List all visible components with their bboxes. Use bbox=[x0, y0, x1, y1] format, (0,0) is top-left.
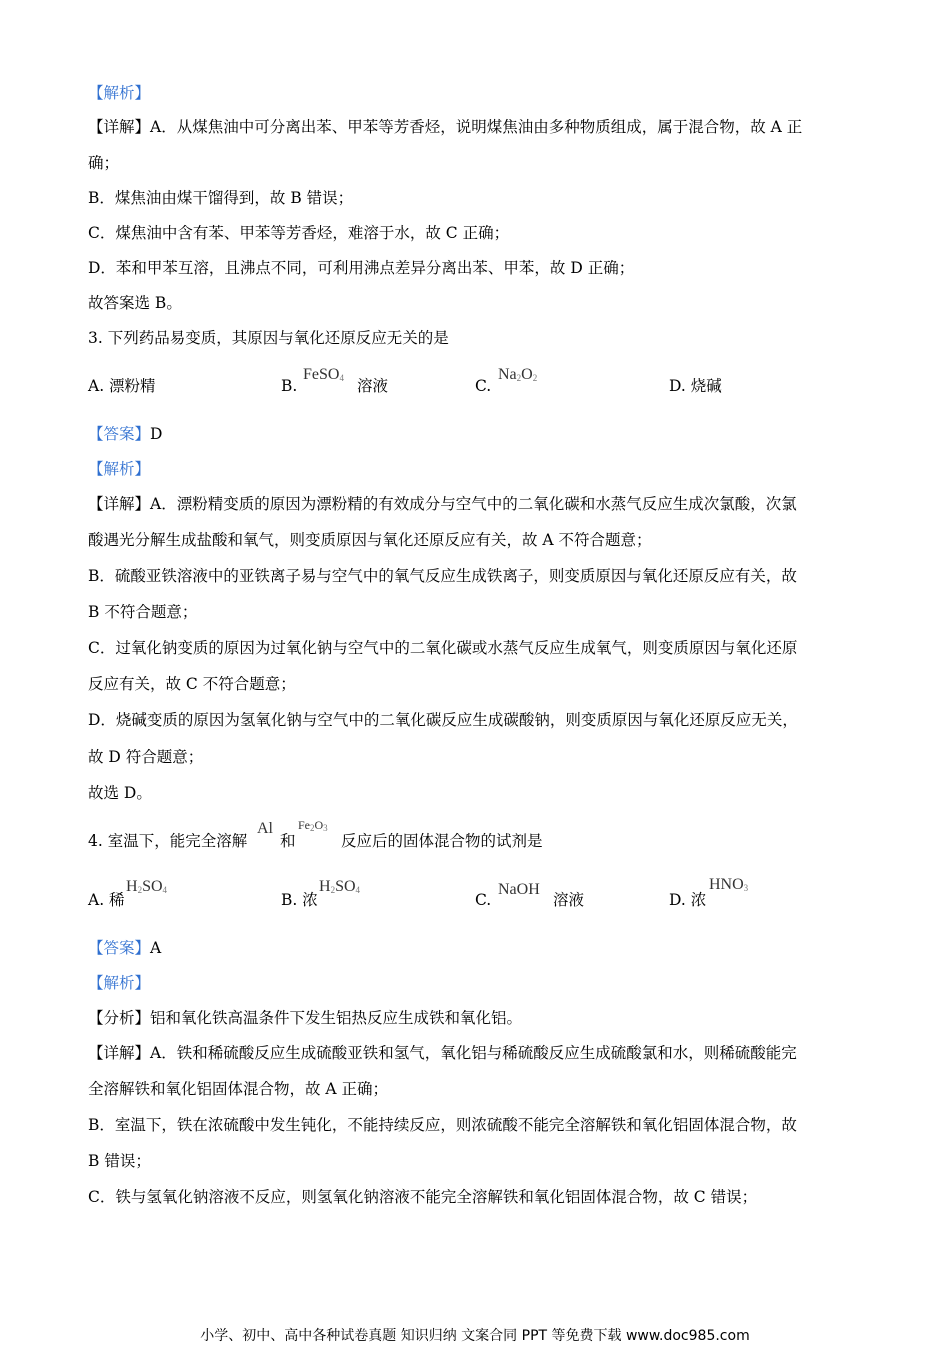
q3-option-c-formula bbox=[498, 366, 537, 387]
formula: SO bbox=[335, 878, 356, 895]
formula: Na bbox=[498, 366, 517, 383]
q4-option-d-formula bbox=[709, 876, 748, 897]
conclusion-q2: 故答案选 B。 bbox=[88, 294, 182, 312]
conclusion-q3: 故选 D。 bbox=[88, 784, 152, 802]
xiangjie-line-q3-1 bbox=[88, 494, 868, 514]
fenxi-line-q4 bbox=[88, 1008, 868, 1028]
jiexi-heading-q4: 【解析】 bbox=[88, 974, 151, 992]
xiangjie-line-q3-3: B．硫酸亚铁溶液中的亚铁离子易与空气中的氧气反应生成铁离子，则变质原因与氧化还原反应有关，故 bbox=[88, 567, 797, 585]
q4-option-d-label: D. 浓 bbox=[669, 891, 707, 909]
xiangjie-line-q3-5: C．过氧化钠变质的原因为过氧化钠与空气中的二氧化碳或水蒸气反应生成氧气，则变质原因与氧化还原 bbox=[88, 639, 798, 657]
q3-option-b-suffix: 溶液 bbox=[357, 377, 389, 395]
question-3-stem: 3. 下列药品易变质，其原因与氧化还原反应无关的是 bbox=[88, 329, 449, 347]
q4-option-c-label: C. bbox=[475, 891, 492, 909]
q4-option-c-formula: NaOH bbox=[498, 881, 540, 898]
subscript: 4 bbox=[355, 885, 361, 895]
subscript: 2 bbox=[532, 373, 538, 383]
answer-q4 bbox=[88, 938, 868, 958]
formula: H bbox=[126, 878, 138, 895]
q3-option-c-label: C. bbox=[475, 377, 492, 395]
text: 铝和氧化铁高温条件下发生铝热反应生成铁和氧化铝。 bbox=[150, 1009, 523, 1027]
xiangjie-line-q4-1 bbox=[88, 1043, 868, 1063]
q4-stem-fe2o3 bbox=[298, 816, 328, 837]
xiangjie-line-q2-3: B．煤焦油由煤干馏得到，故 B 错误； bbox=[88, 189, 354, 207]
xiangjie-line-q2-5: D．苯和甲苯互溶，且沸点不同，可利用沸点差异分离出苯、甲苯，故 D 正确； bbox=[88, 259, 635, 277]
formula: O bbox=[314, 818, 324, 832]
answer-tag: 【答案】 bbox=[88, 425, 151, 443]
subscript: 2 bbox=[137, 885, 143, 895]
q4-option-b-formula bbox=[319, 878, 360, 899]
q3-option-b-label: B. bbox=[281, 377, 298, 395]
text: A．漂粉精变质的原因为漂粉精的有效成分与空气中的二氧化碳和水蒸气反应生成次氯酸，次氯 bbox=[150, 495, 797, 513]
q3-option-a: A. 漂粉精 bbox=[88, 377, 156, 395]
q4-option-a-label: A. 稀 bbox=[88, 891, 125, 909]
xiangjie-line-q3-4: B 不符合题意； bbox=[88, 603, 198, 621]
subscript: 4 bbox=[339, 373, 344, 383]
xiangjie-tag: 【详解】 bbox=[88, 118, 151, 136]
subscript: 2 bbox=[310, 823, 315, 833]
jiexi-heading-q3: 【解析】 bbox=[88, 460, 151, 478]
q4-stem-al: Al bbox=[257, 820, 273, 837]
xiangjie-line-q2-2: 确； bbox=[88, 154, 120, 172]
formula: SO bbox=[142, 878, 163, 895]
xiangjie-line-q4-2: 全溶解铁和氧化铝固体混合物，故 A 正确； bbox=[88, 1080, 389, 1098]
xiangjie-tag: 【详解】 bbox=[88, 495, 151, 513]
xiangjie-line-q3-8: 故 D 符合题意； bbox=[88, 748, 204, 766]
text: A．从煤焦油中可分离出苯、甲苯等芳香烃，说明煤焦油由多种物质组成，属于混合物，故 A 正 bbox=[150, 118, 803, 136]
question-4-stem-part1: 4. 室温下，能完全溶解 bbox=[88, 832, 248, 850]
subscript: 4 bbox=[162, 885, 168, 895]
xiangjie-tag: 【详解】 bbox=[88, 1044, 151, 1062]
answer-q3 bbox=[88, 424, 868, 444]
xiangjie-line-q2-4: C．煤焦油中含有苯、甲苯等芳香烃，难溶于水，故 C 正确； bbox=[88, 224, 510, 242]
answer-value: D bbox=[150, 425, 163, 443]
xiangjie-line-q2-1 bbox=[88, 117, 868, 137]
xiangjie-line-q4-3: B．室温下，铁在浓硫酸中发生钝化，不能持续反应，则浓硫酸不能完全溶解铁和氧化铝固体混合物，故 bbox=[88, 1116, 797, 1134]
formula: O bbox=[521, 366, 533, 383]
q4-option-a-formula bbox=[126, 878, 167, 899]
subscript: 3 bbox=[743, 883, 749, 893]
xiangjie-line-q3-6: 反应有关，故 C 不符合题意； bbox=[88, 675, 296, 693]
formula: H bbox=[319, 878, 331, 895]
q4-option-b-label: B. 浓 bbox=[281, 891, 318, 909]
q3-option-b-formula bbox=[303, 366, 344, 387]
subscript: 2 bbox=[516, 373, 522, 383]
q3-option-d: D. 烧碱 bbox=[669, 377, 722, 395]
formula: HNO bbox=[709, 876, 744, 893]
formula: FeSO bbox=[303, 366, 340, 383]
jiexi-heading-q2: 【解析】 bbox=[88, 84, 151, 102]
text: A．铁和稀硫酸反应生成硫酸亚铁和氢气，氧化铝与稀硫酸反应生成硫酸氯和水，则稀硫酸能完 bbox=[150, 1044, 797, 1062]
xiangjie-line-q3-2: 酸遇光分解生成盐酸和氧气，则变质原因与氧化还原反应有关，故 A 不符合题意； bbox=[88, 531, 652, 549]
q4-option-c-suffix: 溶液 bbox=[553, 891, 585, 909]
answer-tag: 【答案】 bbox=[88, 939, 151, 957]
question-4-stem-part2: 反应后的固体混合物的试剂是 bbox=[341, 832, 543, 850]
fenxi-tag: 【分析】 bbox=[88, 1009, 151, 1027]
subscript: 3 bbox=[323, 823, 328, 833]
formula: Fe bbox=[298, 818, 310, 832]
xiangjie-line-q4-4: B 错误； bbox=[88, 1152, 151, 1170]
xiangjie-line-q4-5: C．铁与氢氧化钠溶液不反应，则氢氧化钠溶液不能完全溶解铁和氧化铝固体混合物，故 C 错误； bbox=[88, 1188, 758, 1206]
answer-value: A bbox=[150, 939, 162, 957]
subscript: 2 bbox=[330, 885, 336, 895]
q4-stem-he: 和 bbox=[280, 832, 296, 850]
xiangjie-line-q3-7: D．烧碱变质的原因为氢氧化钠与空气中的二氧化碳反应生成碳酸钠，则变质原因与氧化还原反应无关， bbox=[88, 711, 798, 729]
page-footer: 小学、初中、高中各种试卷真题 知识归纳 文案合同 PPT 等免费下载 www.doc985.com bbox=[200, 1328, 750, 1344]
